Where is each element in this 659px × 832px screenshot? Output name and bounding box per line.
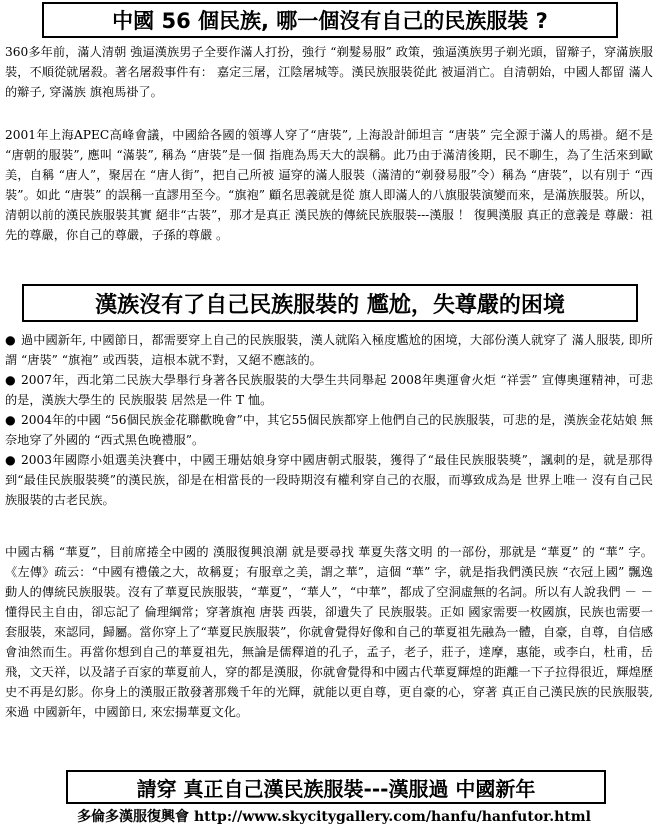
footer [66,806,602,826]
list-item-text: 過中國新年, 中國節日，都需要穿上自己的民族服裝，漢人就陷入極度尷尬的困境，大部份漢人就穿了 滿人服裝, 即所謂 “唐裝” “旗袍” 或西裝，這根本就不對，又絕不應該的。 [5,333,653,367]
bullet-icon: ● [5,333,16,347]
intro-paragraph: 360多年前，滿人清朝 強逼漢族男子全要作滿人打扮，強行 “剃髮易服” 政策，強逼漢族男子剃光頭，留辮子，穿滿族服裝，不順從就屠殺。著名屠殺事件有： 嘉定三屠，江陰屠城等。漢民族服裝從此 被逼消亡。自清朝始，中國人都留 滿人的辮子, 穿滿族 旗袍馬褂了。 [5,45,653,99]
huaxia-paragraph: 中國古稱 “華夏”，目前席捲全中國的 漢服復興浪潮 就是要尋找 華夏失落文明 的一部份，那就是 “華夏” 的 “華” 字。《左傳》疏云：“中國有禮儀之大，故稱夏；有服章之美，謂之華”，這個 “華” 字，就是指我們漢民族 “衣冠上國” 飄逸動人的傳統民族服裝。沒有了華夏民族服裝，“華夏”，“華人”，“中華”，都成了空洞虛無的名詞。所以有人說我們 － － 懂得民主自由，卻忘記了 倫理綱常；穿著旗袍 唐裝 西裝，卻遺失了 民族服裝。正如 國家需要一枚國旗，民族也需要一套服裝，來認同，歸屬。當你穿上了“華夏民族服裝”，你就會覺得好像和自己的華夏祖先融為一體，自豪，自尊，自信感會油然而生。再當你想到自己的華夏祖先，無論是儒釋道的孔子，孟子，老子，莊子，達摩，惠能，或李白，杜甫，岳飛，文天祥，以及諸子百家的華夏前人，穿的都是漢服，你就會覺得和中國古代華夏輝煌的距離一下子拉得很近，輝煌歷史不再是幻影。你身上的漢服正散發著那幾千年的光輝，就能以更自尊，更自豪的心，穿著 真正自己漢民族的民族服裝, 來過 中國新年，中國節日, 來宏揚華夏文化。 [5,545,653,719]
bullet-icon: ● [5,453,16,467]
bullet-icon: ● [5,373,16,387]
list-item-text: 2004年的中國 “56個民族金花聯歡晚會”中，其它55個民族都穿上他們自己的民族服裝，可悲的是，漢族金花姑娘 無奈地穿了外國的 “西式黑色晚禮服”。 [5,413,653,447]
bullet-list [5,330,653,510]
list-item [5,450,653,510]
page-title: 中國 56 個民族, 哪一個沒有自己的民族服裝 ? [42,2,618,38]
list-item-text: 2003年國際小姐選美決賽中，中國王珊姑娘身穿中國唐朝式服裝，獲得了“最佳民族服裝獎”，諷刺的是，就是那得到“最佳民族服裝獎”的漢民族，卻是在相當長的一段時期沒有權利穿自己的衣服，而導致成為是 世界上唯一 沒有自己民族服裝的古老民族。 [5,453,653,507]
list-item [5,330,653,370]
list-item [5,370,653,410]
bullet-icon: ● [5,413,16,427]
list-item-text: 2007年，西北第二民族大學舉行身著各民族服裝的大學生共同舉起 2008年奧運會火炬 “祥雲” 宣傳奧運精神，可悲的是，漢族大學生的 民族服裝 居然是一件 T 恤。 [5,373,653,407]
tang-suit-paragraph: 2001年上海APEC高峰會議，中國給各國的領導人穿了“唐裝”, 上海設計師坦言 “唐裝” 完全源于滿人的馬褂。絕不是 “唐朝的服裝”, 應叫 “滿裝”, 稱為 “唐裝”是一個 指鹿為馬天大的誤稱。此乃由于滿清後期，民不聊生，為了生活來到歐美，自稱 “唐人”，聚居在 “唐人街”，把自己所被 逼穿的滿人服裝（滿清的“剃發易服”令）稱為 “唐裝”，以有別于 “西裝”。如此 “唐裝” 的誤稱一直謬用至今。“旗袍” 顧名思義就是從 旗人即滿人的八旗服裝演變而來，是滿族服裝。所以，清朝以前的漢民族服裝其實 絕非“古裝”，那才是真正 漢民族的傳統民族服裝---漢服 ！ 復興漢服 真正的意義是 尊嚴：祖先的尊嚴，你自己的尊嚴，子孫的尊嚴 。 [5,128,653,242]
footer-url-link[interactable]: http://www.skycitygallery.com/hanfu/hanfutor.html [193,809,591,825]
list-item [5,410,653,450]
footer-org: 多倫多漢服復興會 [77,809,190,825]
section-heading: 漢族沒有了自己民族服裝的 尷尬，失尊嚴的困境 [22,284,638,322]
call-to-action-heading: 請穿 真正自己漢民族服裝---漢服過 中國新年 [66,770,606,804]
